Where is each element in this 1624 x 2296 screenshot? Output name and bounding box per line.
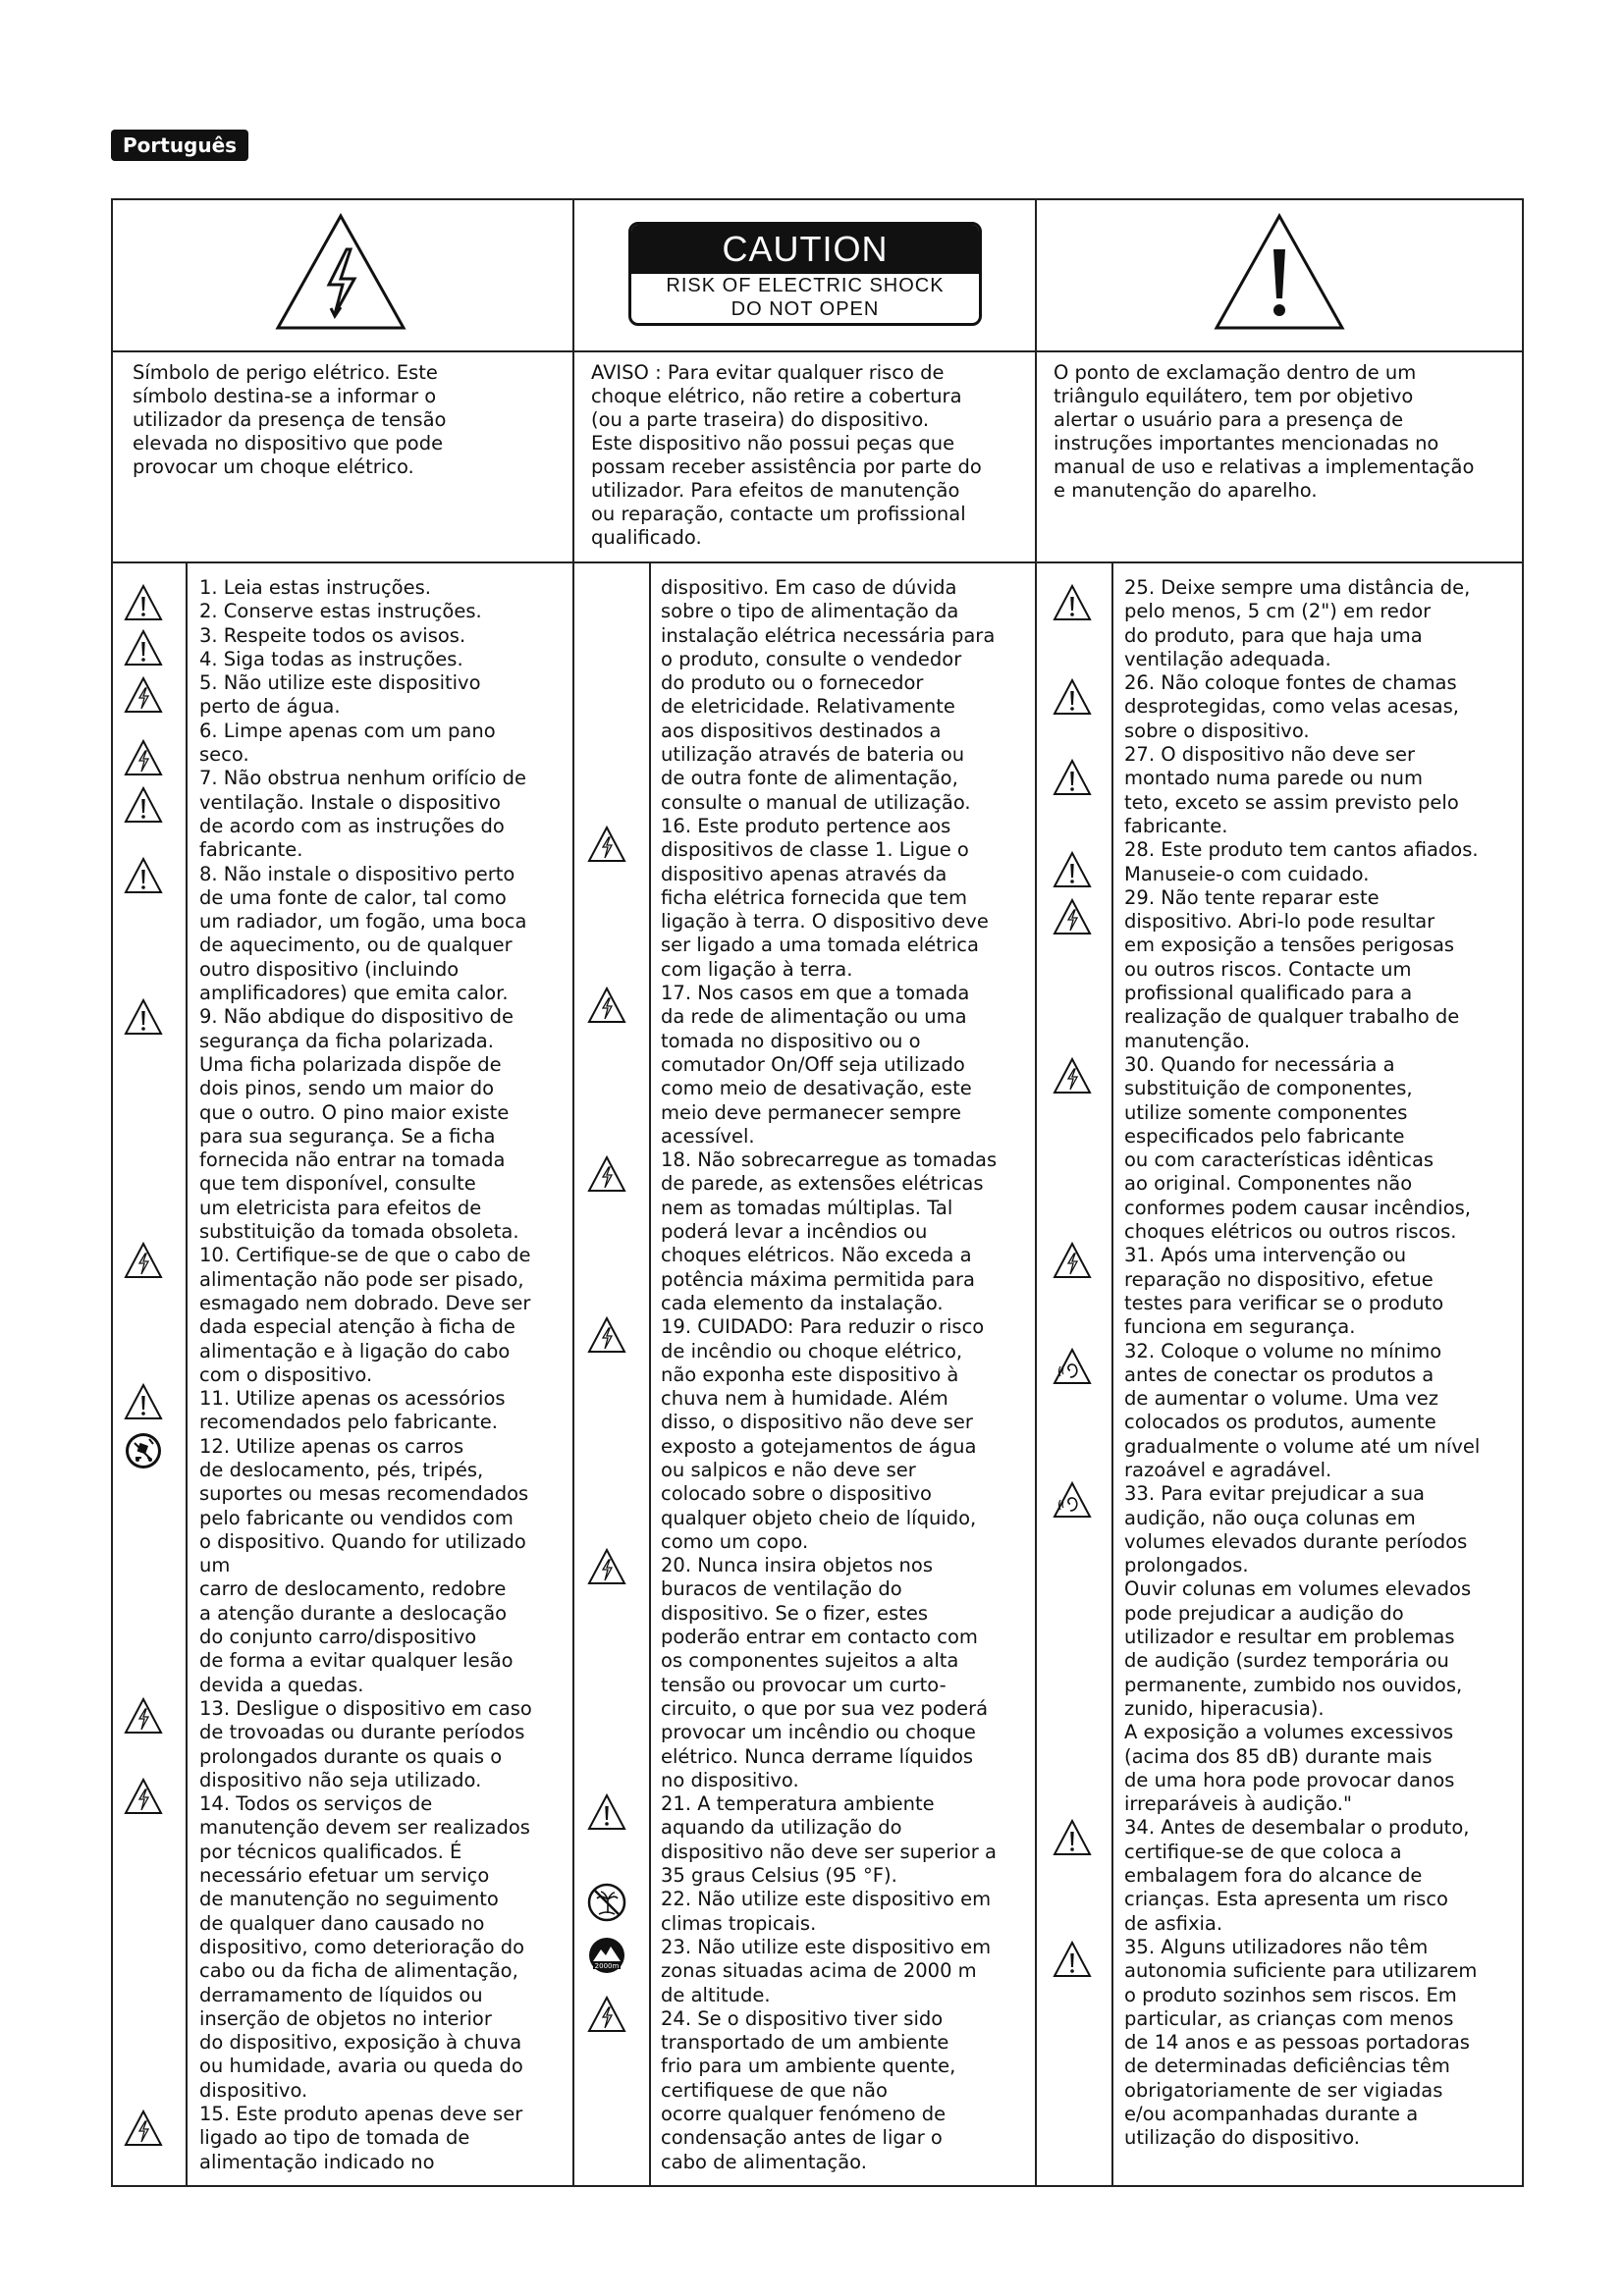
instruction-line: fornecida não entrar na tomada (199, 1148, 506, 1172)
instruction-line: ou salpicos e não deve ser (661, 1458, 916, 1481)
instruction-line: 3. Respeite todos os avisos. (199, 623, 466, 647)
instruction-line: de asfixia. (1124, 1911, 1223, 1935)
instruction-line: 4. Siga todas as instruções. (199, 647, 463, 670)
instruction-line: um eletricista para efeitos de (199, 1196, 482, 1219)
instruction-line: o produto, consulte o vendedor (661, 647, 962, 670)
instruction-line: esmagado nem dobrado. Deve ser (199, 1291, 531, 1314)
instruction-line: testes para verificar se o produto (1124, 1291, 1444, 1314)
instruction-line: certifique-se de que coloca a (1124, 1840, 1402, 1863)
lightning-warning-icon (587, 825, 626, 864)
desc-line: qualificado. (591, 526, 702, 549)
lightning-warning-icon (1053, 897, 1092, 936)
instruction-line: 1. Leia estas instruções. (199, 576, 431, 599)
instruction-line: 20. Nunca insira objetos nos (661, 1554, 934, 1577)
instruction-line: sobre o dispositivo. (1124, 719, 1310, 742)
instruction-line: exposto a gotejamentos de água (661, 1434, 977, 1458)
instruction-line: 6. Limpe apenas com um pano (199, 719, 496, 742)
instruction-line: 18. Não sobrecarregue as tomadas (661, 1148, 998, 1172)
instruction-line: condensação antes de ligar o (661, 2126, 943, 2150)
instruction-line: não exponha este dispositivo à (661, 1362, 959, 1386)
instruction-line: antes de conectar os produtos a (1124, 1362, 1435, 1386)
instruction-line: de manutenção no seguimento (199, 1888, 499, 1911)
instruction-line: 35. Alguns utilizadores não têm (1124, 1935, 1429, 1958)
instruction-line: (acima dos 85 dB) durante mais (1124, 1744, 1433, 1768)
instruction-line: 35 graus Celsius (95 °F). (661, 1864, 897, 1888)
exclamation-warning-icon (1053, 850, 1092, 889)
no-tropical-icon (587, 1883, 626, 1922)
instruction-line: instalação elétrica necessária para (661, 623, 996, 647)
instruction-line: derramamento de líquidos ou (199, 1983, 483, 2006)
instruction-line: 28. Este produto tem cantos afiados. (1124, 838, 1479, 862)
instruction-line: choques elétricos ou outros riscos. (1124, 1220, 1457, 1244)
instruction-line: ou outros riscos. Contacte um (1124, 957, 1412, 981)
instruction-line: e/ou acompanhadas durante a (1124, 2103, 1419, 2125)
instruction-line: que tem disponível, consulte (199, 1172, 476, 1196)
instruction-line: dispositivo não seja utilizado. (199, 1768, 482, 1791)
instruction-line: 14. Todos os serviços de (199, 1792, 433, 1816)
desc-line: ou reparação, contacte um profissional (591, 503, 966, 525)
instruction-line: embalagem fora do alcance de (1124, 1864, 1423, 1888)
instruction-line: do conjunto carro/dispositivo (199, 1626, 477, 1649)
exclamation-warning-icon (124, 583, 163, 622)
desc-line: manual de uso e relativas a implementação (1054, 455, 1475, 478)
instruction-line: autonomia suficiente para utilizarem (1124, 1959, 1478, 1983)
instruction-line: dispositivo apenas através da (661, 862, 947, 885)
instruction-line: funciona em segurança. (1124, 1315, 1356, 1339)
desc-line: e manutenção do aparelho. (1054, 479, 1318, 502)
exclamation-warning-icon (124, 785, 163, 825)
desc-line: O ponto de exclamação dentro de um (1054, 361, 1417, 384)
instruction-line: potência máxima permitida para (661, 1267, 975, 1291)
instruction-line: substituição de componentes, (1124, 1077, 1413, 1100)
instruction-line: 2. Conserve estas instruções. (199, 600, 482, 623)
instruction-line: em exposição a tensões perigosas (1124, 934, 1455, 957)
desc-line: alertar o usuário para a presença de (1054, 408, 1404, 431)
instruction-line: a atenção durante a deslocação (199, 1601, 508, 1625)
instruction-line: segurança da ficha polarizada. (199, 1029, 494, 1052)
instruction-line: ocorre qualquer fenómeno de (661, 2103, 947, 2125)
instruction-line: outro dispositivo (incluindo (199, 957, 460, 981)
lightning-warning-icon (124, 1777, 163, 1816)
instruction-line: dada especial atenção à ficha de (199, 1315, 515, 1339)
altitude-limit-icon (587, 1936, 626, 1975)
instruction-line: de uma fonte de calor, tal como (199, 885, 507, 909)
exclamation-warning-icon (587, 1792, 626, 1832)
instruction-line: conformes podem causar incêndios, (1124, 1196, 1471, 1219)
instruction-line: choques elétricos. Não exceda a (661, 1244, 972, 1267)
instruction-line: cada elemento da instalação. (661, 1291, 944, 1314)
desc-line: elevada no dispositivo que pode (133, 432, 444, 454)
instruction-line: Manuseie-o com cuidado. (1124, 862, 1370, 885)
instruction-line: poderá levar a incêndios ou (661, 1220, 928, 1244)
instruction-line: fabricante. (199, 838, 303, 862)
instruction-line: nem as tomadas múltiplas. Tal (661, 1196, 953, 1219)
instruction-line: do produto, para que haja uma (1124, 623, 1423, 647)
instruction-line: 33. Para evitar prejudicar a sua (1124, 1482, 1426, 1506)
instruction-line: transportado de um ambiente (661, 2031, 949, 2055)
instruction-line: sobre o tipo de alimentação da (661, 600, 959, 623)
instruction-line: zonas situadas acima de 2000 m (661, 1959, 977, 1983)
instruction-line: particular, as crianças com menos (1124, 2006, 1454, 2030)
instruction-line: dispositivos de classe 1. Ligue o (661, 838, 969, 862)
instruction-line: de trovoadas ou durante períodos (199, 1721, 525, 1744)
instruction-line: dois pinos, sendo um maior do (199, 1077, 495, 1100)
instruction-line: especificados pelo fabricante (1124, 1124, 1405, 1148)
instruction-line: 7. Não obstrua nenhum orifício de (199, 767, 527, 790)
instruction-line: de aumentar o volume. Uma vez (1124, 1387, 1438, 1411)
instruction-line: tomada no dispositivo ou o (661, 1029, 921, 1052)
instruction-line: pelo menos, 5 cm (2") em redor (1124, 600, 1432, 623)
instruction-line: inserção de objetos no interior (199, 2006, 492, 2030)
instruction-line: dispositivo não deve ser superior a (661, 1840, 997, 1863)
instruction-line: buracos de ventilação do (661, 1577, 902, 1601)
instruction-line: dispositivo. Em caso de dúvida (661, 576, 957, 599)
instruction-line: utilização do dispositivo. (1124, 2126, 1360, 2150)
instruction-line: colocados os produtos, aumente (1124, 1411, 1436, 1434)
instruction-line: de outra fonte de alimentação, (661, 767, 958, 790)
top-divider-2 (1035, 198, 1037, 561)
instruction-line: de determinadas deficiências têm (1124, 2055, 1450, 2078)
lightning-warning-icon (124, 1241, 163, 1280)
instruction-line: 34. Antes de desembalar o produto, (1124, 1816, 1470, 1840)
lightning-warning-icon (1053, 1056, 1092, 1095)
instruction-line: elétrico. Nunca derrame líquidos (661, 1744, 974, 1768)
desc-line: instruções importantes mencionadas no (1054, 432, 1439, 454)
instruction-line: tensão ou provocar um curto- (661, 1673, 947, 1696)
instruction-line: qualquer objeto cheio de líquido, (661, 1506, 977, 1529)
desc-line: Símbolo de perigo elétrico. Este (133, 361, 438, 384)
desc-line: (ou a parte traseira) do dispositivo. (591, 408, 930, 431)
desc-line: utilizador. Para efeitos de manutenção (591, 479, 960, 502)
instruction-line: 19. CUIDADO: Para reduzir o risco (661, 1315, 985, 1339)
warning-description (591, 361, 1028, 550)
instruction-line: dispositivo. Abri-lo pode resultar (1124, 910, 1435, 934)
instruction-line: 31. Após uma intervenção ou (1124, 1244, 1407, 1267)
instruction-line: ou humidade, avaria ou queda do (199, 2055, 523, 2078)
instruction-line: ser ligado a uma tomada elétrica (661, 934, 979, 957)
exclamation-description (1054, 361, 1515, 503)
instruction-line: cabo ou da ficha de alimentação, (199, 1959, 518, 1983)
instruction-line: recomendados pelo fabricante. (199, 1411, 499, 1434)
instruction-line: um radiador, um fogão, uma boca (199, 910, 527, 934)
desc-line: triângulo equilátero, tem por objetivo (1054, 385, 1414, 407)
hearing-warning-icon (1053, 1347, 1092, 1386)
instruction-line: o produto sozinhos sem riscos. Em (1124, 1983, 1457, 2006)
instruction-line: de 14 anos e as pessoas portadoras (1124, 2031, 1470, 2055)
instruction-line: 29. Não tente reparar este (1124, 885, 1380, 909)
lightning-warning-icon (587, 1154, 626, 1194)
instruction-line: razoável e agradável. (1124, 1458, 1332, 1481)
instruction-line: 24. Se o dispositivo tiver sido (661, 2006, 944, 2030)
instruction-line: 10. Certifique-se de que o cabo de (199, 1244, 531, 1267)
instruction-line: de acordo com as instruções do (199, 814, 505, 837)
instruction-line: de incêndio ou choque elétrico, (661, 1339, 963, 1362)
instruction-line: como um copo. (661, 1529, 809, 1553)
desc-line: utilizador da presença de tensão (133, 408, 447, 431)
exclamation-warning-icon (1053, 1940, 1092, 1979)
instruction-line: irreparáveis à audição." (1124, 1792, 1352, 1816)
lightning-warning-icon (272, 210, 409, 334)
instruction-line: audição, não ouça colunas em (1124, 1506, 1416, 1529)
instruction-line: necessário efetuar um serviço (199, 1864, 490, 1888)
exclamation-warning-icon (124, 1382, 163, 1421)
instruction-line: 11. Utilize apenas os acessórios (199, 1387, 506, 1411)
instruction-line: aquando da utilização do (661, 1816, 902, 1840)
instruction-line: por técnicos qualificados. É (199, 1840, 462, 1863)
instruction-line: comutador On/Off seja utilizado (661, 1052, 965, 1076)
instruction-line: teto, exceto se assim previsto pelo (1124, 790, 1459, 814)
instruction-line: para sua segurança. Se a ficha (199, 1124, 496, 1148)
instruction-line: 22. Não utilize este dispositivo em (661, 1888, 992, 1911)
instruction-line: alimentação e à ligação do cabo (199, 1339, 511, 1362)
instruction-line: colocado sobre o dispositivo (661, 1482, 932, 1506)
instruction-line: prolongados durante os quais o (199, 1744, 503, 1768)
instruction-line: 30. Quando for necessária a (1124, 1052, 1395, 1076)
instruction-line: dispositivo, como deterioração do (199, 1935, 525, 1958)
instruction-line: suportes ou mesas recomendados (199, 1482, 529, 1506)
instruction-line: acessível. (661, 1124, 755, 1148)
desc-line: AVISO : Para evitar qualquer risco de (591, 361, 945, 384)
instruction-line: 5. Não utilize este dispositivo (199, 671, 481, 695)
instruction-line: da rede de alimentação ou uma (661, 1005, 967, 1029)
caution-line2: DO NOT OPEN (731, 298, 880, 320)
lightning-warning-icon (124, 738, 163, 777)
instruction-line: dispositivo. (199, 2078, 308, 2102)
instruction-line: gradualmente o volume até um nível (1124, 1434, 1481, 1458)
instruction-line: certifiquese de que não (661, 2078, 888, 2102)
instruction-line: no dispositivo. (661, 1768, 799, 1791)
instruction-line: A exposição a volumes excessivos (1124, 1721, 1454, 1744)
instruction-line: de audição (surdez temporária ou (1124, 1649, 1449, 1673)
caution-line1: RISK OF ELECTRIC SHOCK (666, 275, 945, 296)
icon-col-divider-2 (649, 561, 651, 2187)
instruction-line: de uma hora pode provocar danos (1124, 1768, 1455, 1791)
instruction-line: zunido, hiperacusia). (1124, 1696, 1325, 1720)
instruction-line: de eletricidade. Relativamente (661, 695, 955, 719)
desc-line: possam receber assistência por parte do (591, 455, 982, 478)
instruction-line: meio deve permanecer sempre (661, 1100, 962, 1124)
instruction-line: ficha elétrica fornecida que tem (661, 885, 967, 909)
instruction-line: com ligação à terra. (661, 957, 853, 981)
instructions-column-3 (1124, 576, 1522, 2151)
electric-symbol-description (133, 361, 565, 479)
instruction-line: frio para um ambiente quente, (661, 2055, 956, 2078)
col-divider-1 (572, 561, 574, 2187)
instruction-line: 21. A temperatura ambiente (661, 1792, 935, 1816)
instruction-line: como meio de desativação, este (661, 1077, 972, 1100)
instruction-line: ventilação. Instale o dispositivo (199, 790, 501, 814)
instructions-column-1 (199, 576, 570, 2174)
instruction-line: de deslocamento, pés, tripés, (199, 1458, 484, 1481)
desc-line: provocar um choque elétrico. (133, 455, 414, 478)
icon-row-divider (111, 350, 1524, 352)
instruction-line: dispositivo. Se o fizer, estes (661, 1601, 929, 1625)
top-divider-1 (572, 198, 574, 561)
desc-line: choque elétrico, não retire a cobertura (591, 385, 962, 407)
instruction-line: Ouvir colunas em volumes elevados (1124, 1577, 1472, 1601)
lightning-warning-icon (587, 1315, 626, 1355)
exclamation-warning-icon (1053, 583, 1092, 622)
instruction-line: poderão entrar em contacto com (661, 1626, 978, 1649)
cart-tip-over-icon (124, 1431, 163, 1470)
instruction-line: do produto ou o fornecedor (661, 671, 924, 695)
exclamation-warning-icon (124, 856, 163, 895)
lightning-warning-icon (587, 986, 626, 1025)
exclamation-warning-icon (1053, 677, 1092, 717)
instruction-line: de altitude. (661, 1983, 771, 2006)
instruction-line: ao original. Componentes não (1124, 1172, 1413, 1196)
instruction-line: manutenção devem ser realizados (199, 1816, 530, 1840)
instruction-line: pode prejudicar a audição do (1124, 1601, 1404, 1625)
lightning-warning-icon (587, 1995, 626, 2034)
instruction-line: chuva nem à humidade. Além (661, 1387, 948, 1411)
instruction-line: 16. Este produto pertence aos (661, 814, 951, 837)
instruction-line: ventilação adequada. (1124, 647, 1331, 670)
instruction-line: de qualquer dano causado no (199, 1911, 485, 1935)
instruction-line: 13. Desligue o dispositivo em caso (199, 1696, 532, 1720)
instruction-line: consulte o manual de utilização. (661, 790, 971, 814)
instruction-line: 23. Não utilize este dispositivo em (661, 1935, 992, 1958)
instruction-line: 12. Utilize apenas os carros (199, 1434, 464, 1458)
instruction-line: de parede, as extensões elétricas (661, 1172, 984, 1196)
instruction-line: alimentação não pode ser pisado, (199, 1267, 524, 1291)
instruction-line: 27. O dispositivo não deve ser (1124, 743, 1416, 767)
instruction-line: volumes elevados durante períodos (1124, 1529, 1468, 1553)
instruction-line: alimentação indicado no (199, 2150, 435, 2173)
instruction-line: montado numa parede ou num (1124, 767, 1423, 790)
instruction-line: que o outro. O pino maior existe (199, 1100, 510, 1124)
lightning-warning-icon (124, 675, 163, 715)
instruction-line: os componentes sujeitos a alta (661, 1649, 959, 1673)
exclamation-warning-icon (1053, 758, 1092, 797)
instruction-line: 8. Não instale o dispositivo perto (199, 862, 515, 885)
instruction-line: 26. Não coloque fontes de chamas (1124, 671, 1457, 695)
instruction-line: aos dispositivos destinados a (661, 719, 942, 742)
instruction-line: de forma a evitar qualquer lesão (199, 1649, 514, 1673)
instruction-line: utilização através de bateria ou (661, 743, 965, 767)
icon-col-divider-1 (186, 561, 188, 2187)
instruction-line: permanente, zumbido nos ouvidos, (1124, 1673, 1463, 1696)
instruction-line: substituição da tomada obsoleta. (199, 1220, 519, 1244)
exclamation-warning-icon (1211, 210, 1348, 334)
instruction-line: devida a quedas. (199, 1673, 364, 1696)
instruction-line: 9. Não abdique do dispositivo de (199, 1005, 514, 1029)
instruction-line: desprotegidas, como velas acesas, (1124, 695, 1459, 719)
instruction-line: ligado ao tipo de tomada de (199, 2126, 470, 2150)
instruction-line: utilize somente componentes (1124, 1100, 1408, 1124)
lightning-warning-icon (124, 1696, 163, 1735)
instruction-line: ou com características idênticas (1124, 1148, 1435, 1172)
top-row-divider (111, 561, 1524, 563)
instruction-line: 25. Deixe sempre uma distância de, (1124, 576, 1471, 599)
instruction-line: reparação no dispositivo, efetue (1124, 1267, 1434, 1291)
instruction-line: circuito, o que por sua vez poderá (661, 1696, 989, 1720)
instruction-line: seco. (199, 743, 249, 767)
lightning-warning-icon (1053, 1241, 1092, 1280)
instruction-line: ligação à terra. O dispositivo deve (661, 910, 989, 934)
instruction-line: climas tropicais. (661, 1911, 817, 1935)
instruction-line: o dispositivo. Quando for utilizado (199, 1529, 526, 1553)
exclamation-warning-icon (1053, 1818, 1092, 1857)
col-divider-2 (1035, 561, 1037, 2187)
instruction-line: crianças. Esta apresenta um risco (1124, 1888, 1448, 1911)
instruction-line: 32. Coloque o volume no mínimo (1124, 1339, 1442, 1362)
instruction-line: carro de deslocamento, redobre (199, 1577, 507, 1601)
instruction-line: realização de qualquer trabalho de (1124, 1005, 1460, 1029)
instruction-line: Uma ficha polarizada dispõe de (199, 1052, 502, 1076)
instruction-line: profissional qualificado para a (1124, 982, 1413, 1005)
instruction-line: pelo fabricante ou vendidos com (199, 1506, 514, 1529)
lightning-warning-icon (124, 2109, 163, 2148)
instruction-line: utilizador e resultar em problemas (1124, 1626, 1455, 1649)
hearing-warning-icon (1053, 1480, 1092, 1520)
caution-label (628, 222, 982, 326)
instruction-line: fabricante. (1124, 814, 1228, 837)
instruction-line: prolongados. (1124, 1554, 1249, 1577)
instructions-column-2 (661, 576, 1032, 2174)
instruction-line: amplificadores) que emita calor. (199, 982, 509, 1005)
instruction-line: cabo de alimentação. (661, 2150, 867, 2173)
instruction-line: 17. Nos casos em que a tomada (661, 982, 970, 1005)
desc-line: símbolo destina-se a informar o (133, 385, 437, 407)
instruction-line: um (199, 1554, 231, 1577)
instruction-line: 15. Este produto apenas deve ser (199, 2103, 523, 2125)
instruction-line: perto de água. (199, 695, 341, 719)
language-label: Português (111, 130, 248, 161)
instruction-line: manutenção. (1124, 1029, 1251, 1052)
instruction-line: obrigatoriamente de ser vigiadas (1124, 2078, 1443, 2102)
altitude-badge-text: 2000m (594, 1962, 620, 1970)
icon-col-divider-3 (1111, 561, 1113, 2187)
instruction-line: disso, o dispositivo não deve ser (661, 1411, 973, 1434)
caution-title: CAUTION (631, 225, 979, 274)
exclamation-warning-icon (124, 997, 163, 1037)
instruction-line: provocar um incêndio ou choque (661, 1721, 976, 1744)
instruction-line: de aquecimento, ou de qualquer (199, 934, 513, 957)
lightning-warning-icon (587, 1547, 626, 1586)
instruction-line: com o dispositivo. (199, 1362, 373, 1386)
exclamation-warning-icon (124, 628, 163, 667)
instruction-line: do dispositivo, exposição à chuva (199, 2031, 522, 2055)
desc-line: Este dispositivo não possui peças que (591, 432, 955, 454)
